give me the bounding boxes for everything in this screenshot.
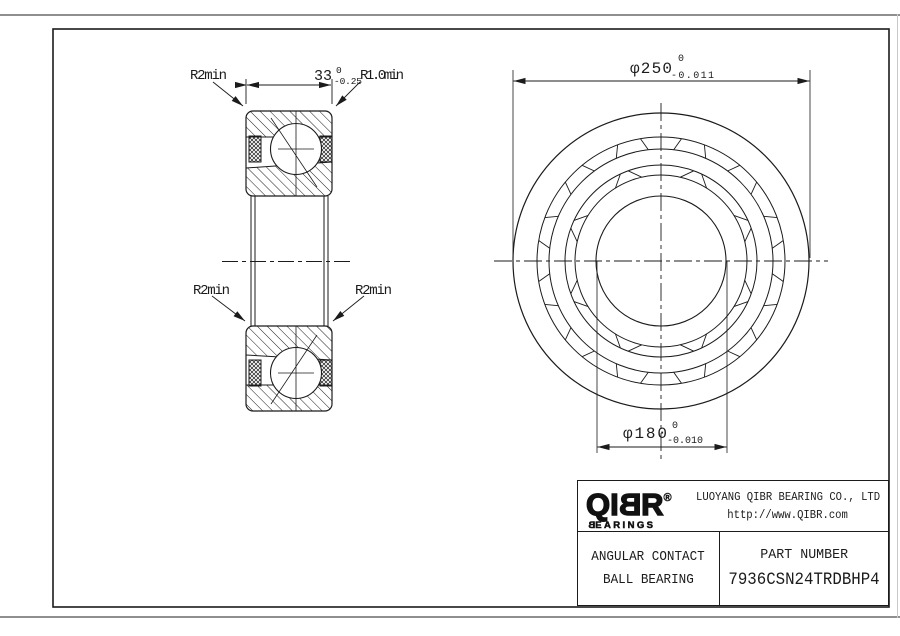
- bore-dim-value: φ180: [623, 425, 667, 443]
- title-block-info-row: [578, 532, 888, 605]
- section-view: [190, 65, 404, 411]
- company-website: http://www.QIBR.com: [727, 508, 849, 522]
- width-dim-tol-lower: -0.25: [334, 76, 362, 87]
- title-block: [577, 480, 889, 606]
- registered-trademark-icon: ®: [663, 492, 672, 504]
- od-dim-tol-upper: 0: [678, 54, 685, 65]
- width-dim-value: 33: [314, 68, 332, 85]
- label-r1-0min: R1.0min: [360, 68, 404, 84]
- label-r2min-top: R2min: [190, 68, 227, 84]
- product-type-line2: BALL BEARING: [603, 572, 694, 588]
- company-name: LUOYANG QIBR BEARING CO., LTD: [695, 490, 880, 504]
- product-type-cell: [578, 532, 720, 605]
- bore-dim-tol-lower: -0.010: [667, 436, 703, 447]
- product-type-line1: ANGULAR CONTACT: [591, 549, 706, 565]
- od-dim-tol-lower: -0.011: [671, 71, 714, 82]
- width-dim-tol-upper: 0: [336, 65, 342, 76]
- part-number-label: PART NUMBER: [760, 546, 848, 563]
- company-info: [688, 481, 888, 531]
- title-block-header-row: [578, 481, 888, 532]
- label-r2min-mid-left: R2min: [193, 283, 230, 299]
- qibr-logo-bearings-text: BEARINGS: [586, 520, 656, 531]
- label-r2min-mid-right: R2min: [355, 283, 392, 299]
- od-dim-extension-lines: [513, 70, 810, 258]
- part-number-cell: [720, 532, 888, 605]
- qibr-logo-wordmark: QIBR®: [586, 487, 672, 522]
- qibr-logo: [578, 481, 688, 531]
- bore-lines: [251, 196, 328, 326]
- front-view: [494, 54, 828, 461]
- cage-section-left: [249, 136, 261, 162]
- bore-dim-tol-upper: 0: [672, 421, 679, 432]
- cage-section-left-lower: [249, 360, 261, 386]
- od-dim-value: φ250: [630, 60, 672, 78]
- part-number-value: 7936CSN24TRDBHP4: [728, 569, 880, 590]
